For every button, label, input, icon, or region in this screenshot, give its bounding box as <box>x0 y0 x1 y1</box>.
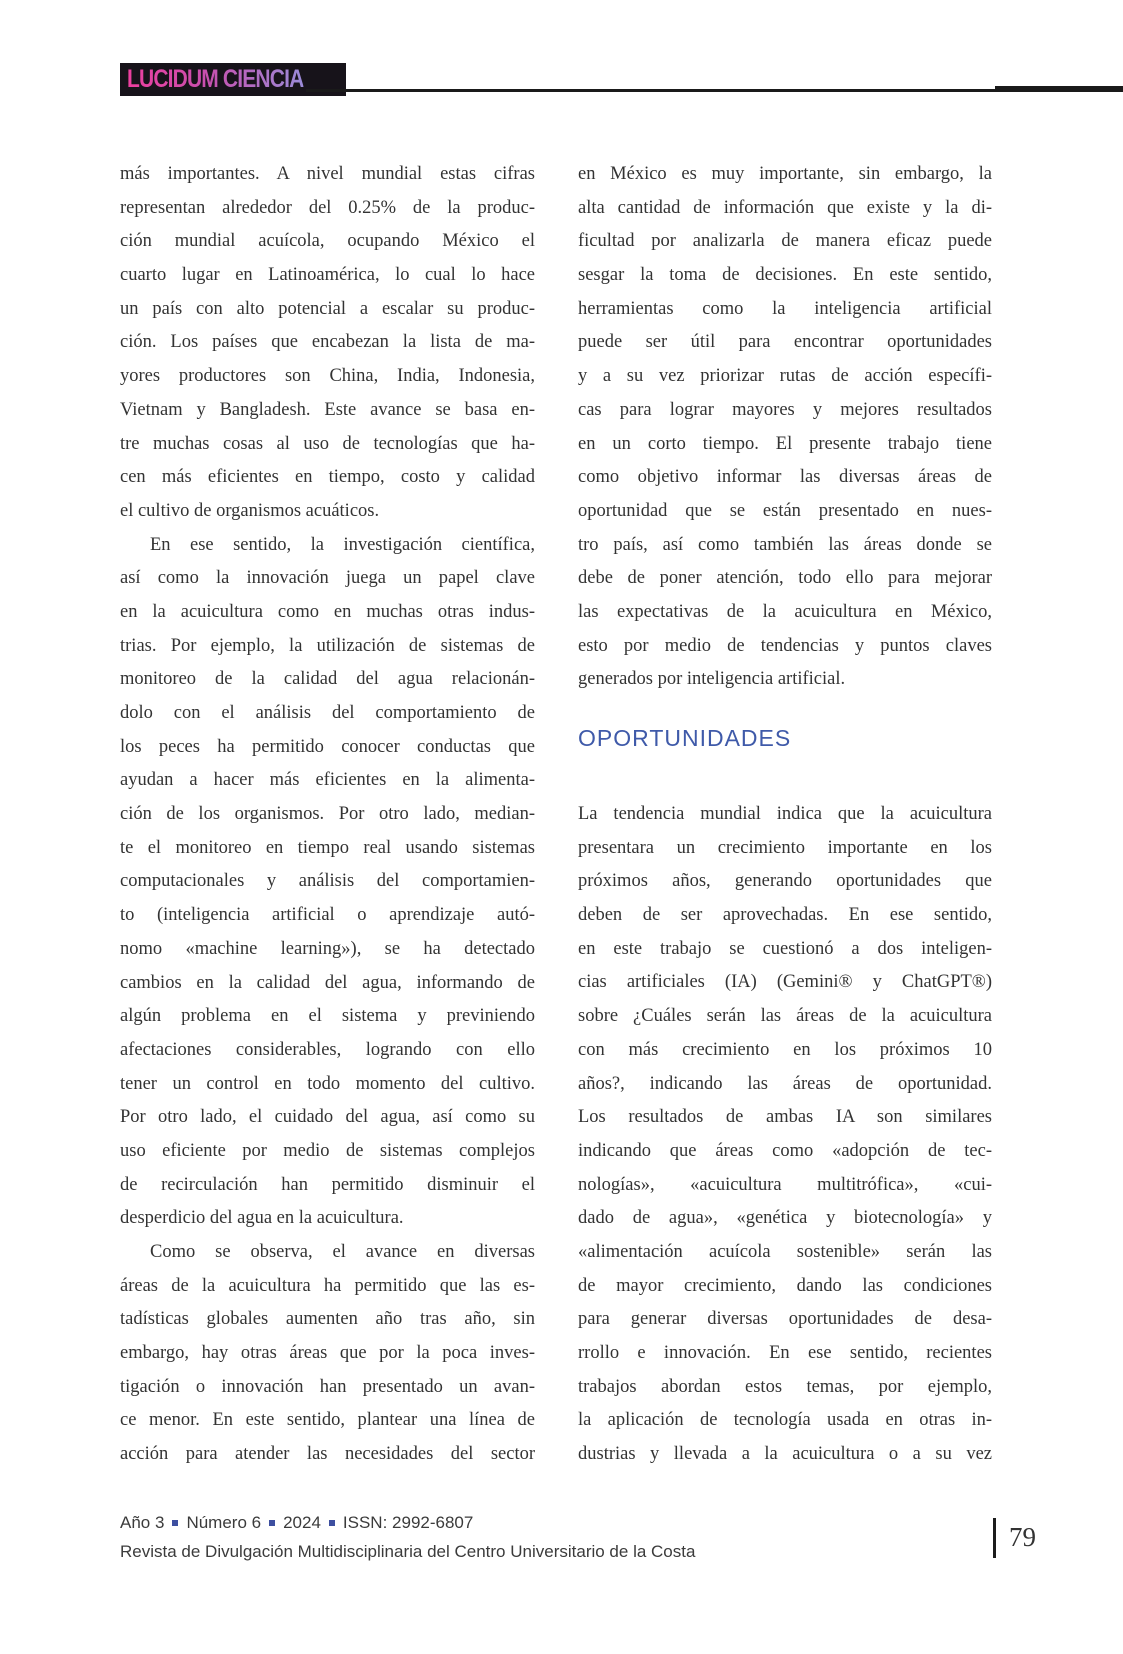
text-line: computacionales y análisis del comportamien- <box>120 871 535 892</box>
left-text-column <box>120 158 535 1472</box>
text-line: alta cantidad de información que existe y la di- <box>578 197 992 218</box>
text-line: dado de agua», «genética y biotecnología» y <box>578 1208 992 1229</box>
text-line: rrollo e innovación. En ese sentido, recientes <box>578 1343 992 1363</box>
text-line: esto por medio de tendencias y puntos claves <box>578 635 992 656</box>
text-line: tro país, así como también las áreas donde se <box>578 534 992 555</box>
page-number: 79 <box>1009 1522 1036 1552</box>
text-line: un país con alto potencial a escalar su produc- <box>120 298 535 319</box>
text-line: cuarto lugar en Latinoamérica, lo cual lo hace <box>120 265 535 286</box>
text-line: indicando que áreas como «adopción de tec- <box>578 1140 992 1161</box>
text-line: la aplicación de tecnología usada en otras in- <box>578 1410 992 1431</box>
text-line: en un corto tiempo. El presente trabajo tiene <box>578 433 992 454</box>
text-line: años?, indicando las áreas de oportunidad. <box>578 1073 992 1094</box>
text-line: ficultad por analizarla de manera eficaz puede <box>578 231 992 252</box>
text-line: sobre ¿Cuáles serán las áreas de la acuicultura <box>578 1006 992 1027</box>
right-text-column <box>578 158 992 1472</box>
text-line: presentara un crecimiento importante en los <box>578 837 992 858</box>
text-line: en México es muy importante, sin embargo, la <box>578 164 992 184</box>
text-line: cas para lograr mayores y mejores resultados <box>578 399 992 420</box>
text-line: áreas de la acuicultura ha permitido que las es- <box>120 1275 535 1296</box>
paragraph <box>120 158 535 529</box>
separator-square-icon <box>172 1520 178 1526</box>
text-line: ción mundial acuícola, ocupando México el <box>120 231 535 252</box>
text-line: tener un control en todo momento del cultivo. <box>120 1073 535 1094</box>
text-line: los peces ha permitido conocer conductas que <box>120 736 535 757</box>
text-line: generados por inteligencia artificial. <box>578 669 846 690</box>
text-line: así como la innovación juega un papel clave <box>120 568 535 589</box>
footer-journal-name: Revista de Divulgación Multidisciplinaria del Centro Universitario de la Costa <box>120 1542 696 1561</box>
text-line: Como se observa, el avance en diversas <box>150 1242 535 1262</box>
journal-logo-text: LUCIDUM CIENCIA <box>127 65 304 93</box>
text-line: con más crecimiento en los próximos 10 <box>578 1039 992 1060</box>
separator-square-icon <box>269 1520 275 1526</box>
paragraph <box>120 529 535 1236</box>
text-line: algún problema en el sistema y previniendo <box>120 1006 535 1027</box>
text-line: tre muchas cosas al uso de tecnologías que ha- <box>120 433 535 454</box>
text-line: afectaciones considerables, logrando con ello <box>120 1039 535 1060</box>
text-line: las expectativas de la acuicultura en México, <box>578 601 992 622</box>
text-line: embargo, hay otras áreas que por la poca inves- <box>120 1343 535 1364</box>
header-rule-thick <box>995 86 1123 92</box>
text-line: puede ser útil para encontrar oportunidades <box>578 332 992 353</box>
text-line: monitoreo de la calidad del agua relacionán- <box>120 669 535 690</box>
text-line: nologías», «acuicultura multitrófica», «cui- <box>578 1174 992 1195</box>
text-line: ayudan a hacer más eficientes en la alimenta- <box>120 770 535 791</box>
section-heading: OPORTUNIDADES <box>578 725 792 751</box>
text-line: dustrias y llevada a la acuicultura o a su vez <box>578 1444 992 1465</box>
paragraph <box>578 158 992 697</box>
separator-square-icon <box>329 1520 335 1526</box>
text-line: Por otro lado, el cuidado del agua, así como su <box>120 1107 535 1128</box>
text-line: más importantes. A nivel mundial estas cifras <box>120 164 535 184</box>
text-line: to (inteligencia artificial o aprendizaje autó- <box>120 905 535 926</box>
footer-issue-item: 2024 <box>283 1513 321 1532</box>
footer-issue-line <box>120 1512 695 1534</box>
text-line: trabajos abordan estos temas, por ejemplo, <box>578 1376 992 1397</box>
text-line: de mayor crecimiento, dando las condiciones <box>578 1275 992 1296</box>
text-line: en la acuicultura como en muchas otras indus- <box>120 601 535 622</box>
footer-issue-item: ISSN: 2992-6807 <box>342 1513 474 1532</box>
text-line: tadísticas globales aumenten año tras año, sin <box>120 1309 535 1330</box>
text-line: debe de poner atención, todo ello para mejorar <box>578 568 992 589</box>
text-line: cambios en la calidad del agua, informando de <box>120 972 535 993</box>
text-line: acción para atender las necesidades del sector <box>120 1444 535 1465</box>
text-line: cen más eficientes en tiempo, costo y calidad <box>120 467 535 488</box>
text-line: como objetivo informar las diversas áreas de <box>578 467 992 488</box>
text-line: uso eficiente por medio de sistemas complejos <box>120 1140 535 1161</box>
text-line: representan alrededor del 0.25% de la produc- <box>120 197 535 218</box>
text-line: yores productores son China, India, Indonesia, <box>120 366 535 387</box>
text-line: dolo con el análisis del comportamiento de <box>120 703 535 723</box>
text-line: y a su vez priorizar rutas de acción específi- <box>578 366 992 387</box>
text-line: La tendencia mundial indica que la acuicultura <box>578 804 992 824</box>
footer-issue-item: Año 3 <box>120 1513 165 1532</box>
footer-issue-item: Número 6 <box>186 1513 262 1532</box>
text-line: Los resultados de ambas IA son similares <box>578 1107 992 1128</box>
page-number-divider <box>993 1518 996 1558</box>
text-line: te el monitoreo en tiempo real usando sistemas <box>120 837 535 858</box>
text-line: próximos años, generando oportunidades que <box>578 871 992 892</box>
text-line: Vietnam y Bangladesh. Este avance se basa en- <box>120 399 535 420</box>
text-line: trias. Por ejemplo, la utilización de sistemas de <box>120 635 535 656</box>
text-line: deben de ser aprovechadas. En ese sentido, <box>578 905 992 926</box>
page-footer <box>120 1512 695 1564</box>
text-line: oportunidad que se están presentado en nues- <box>578 500 992 521</box>
text-line: nomo «machine learning»), se ha detectado <box>120 938 535 959</box>
header-rule-thin <box>306 89 997 92</box>
text-line: desperdicio del agua en la acuicultura. <box>120 1208 404 1229</box>
text-line: sesgar la toma de decisiones. En este sentido, <box>578 265 992 286</box>
paragraph <box>120 1236 535 1472</box>
text-line: tigación o innovación han presentado un avan- <box>120 1376 535 1397</box>
text-line: el cultivo de organismos acuáticos. <box>120 500 380 521</box>
text-line: de recirculación han permitido disminuir el <box>120 1174 535 1195</box>
text-line: en este trabajo se cuestionó a dos inteligen- <box>578 938 992 959</box>
text-line: ce menor. En este sentido, plantear una línea de <box>120 1410 535 1431</box>
text-line: En ese sentido, la investigación científica, <box>150 534 535 555</box>
text-line: ción. Los países que encabezan la lista de ma- <box>120 332 535 353</box>
text-line: «alimentación acuícola sostenible» serán las <box>578 1241 992 1262</box>
text-line: para generar diversas oportunidades de desa- <box>578 1309 992 1330</box>
text-line: ción de los organismos. Por otro lado, median- <box>120 804 535 825</box>
text-line: cias artificiales (IA) (Gemini® y ChatGPT®) <box>578 972 992 993</box>
paragraph <box>578 798 992 1472</box>
text-line: herramientas como la inteligencia artificial <box>578 298 992 319</box>
